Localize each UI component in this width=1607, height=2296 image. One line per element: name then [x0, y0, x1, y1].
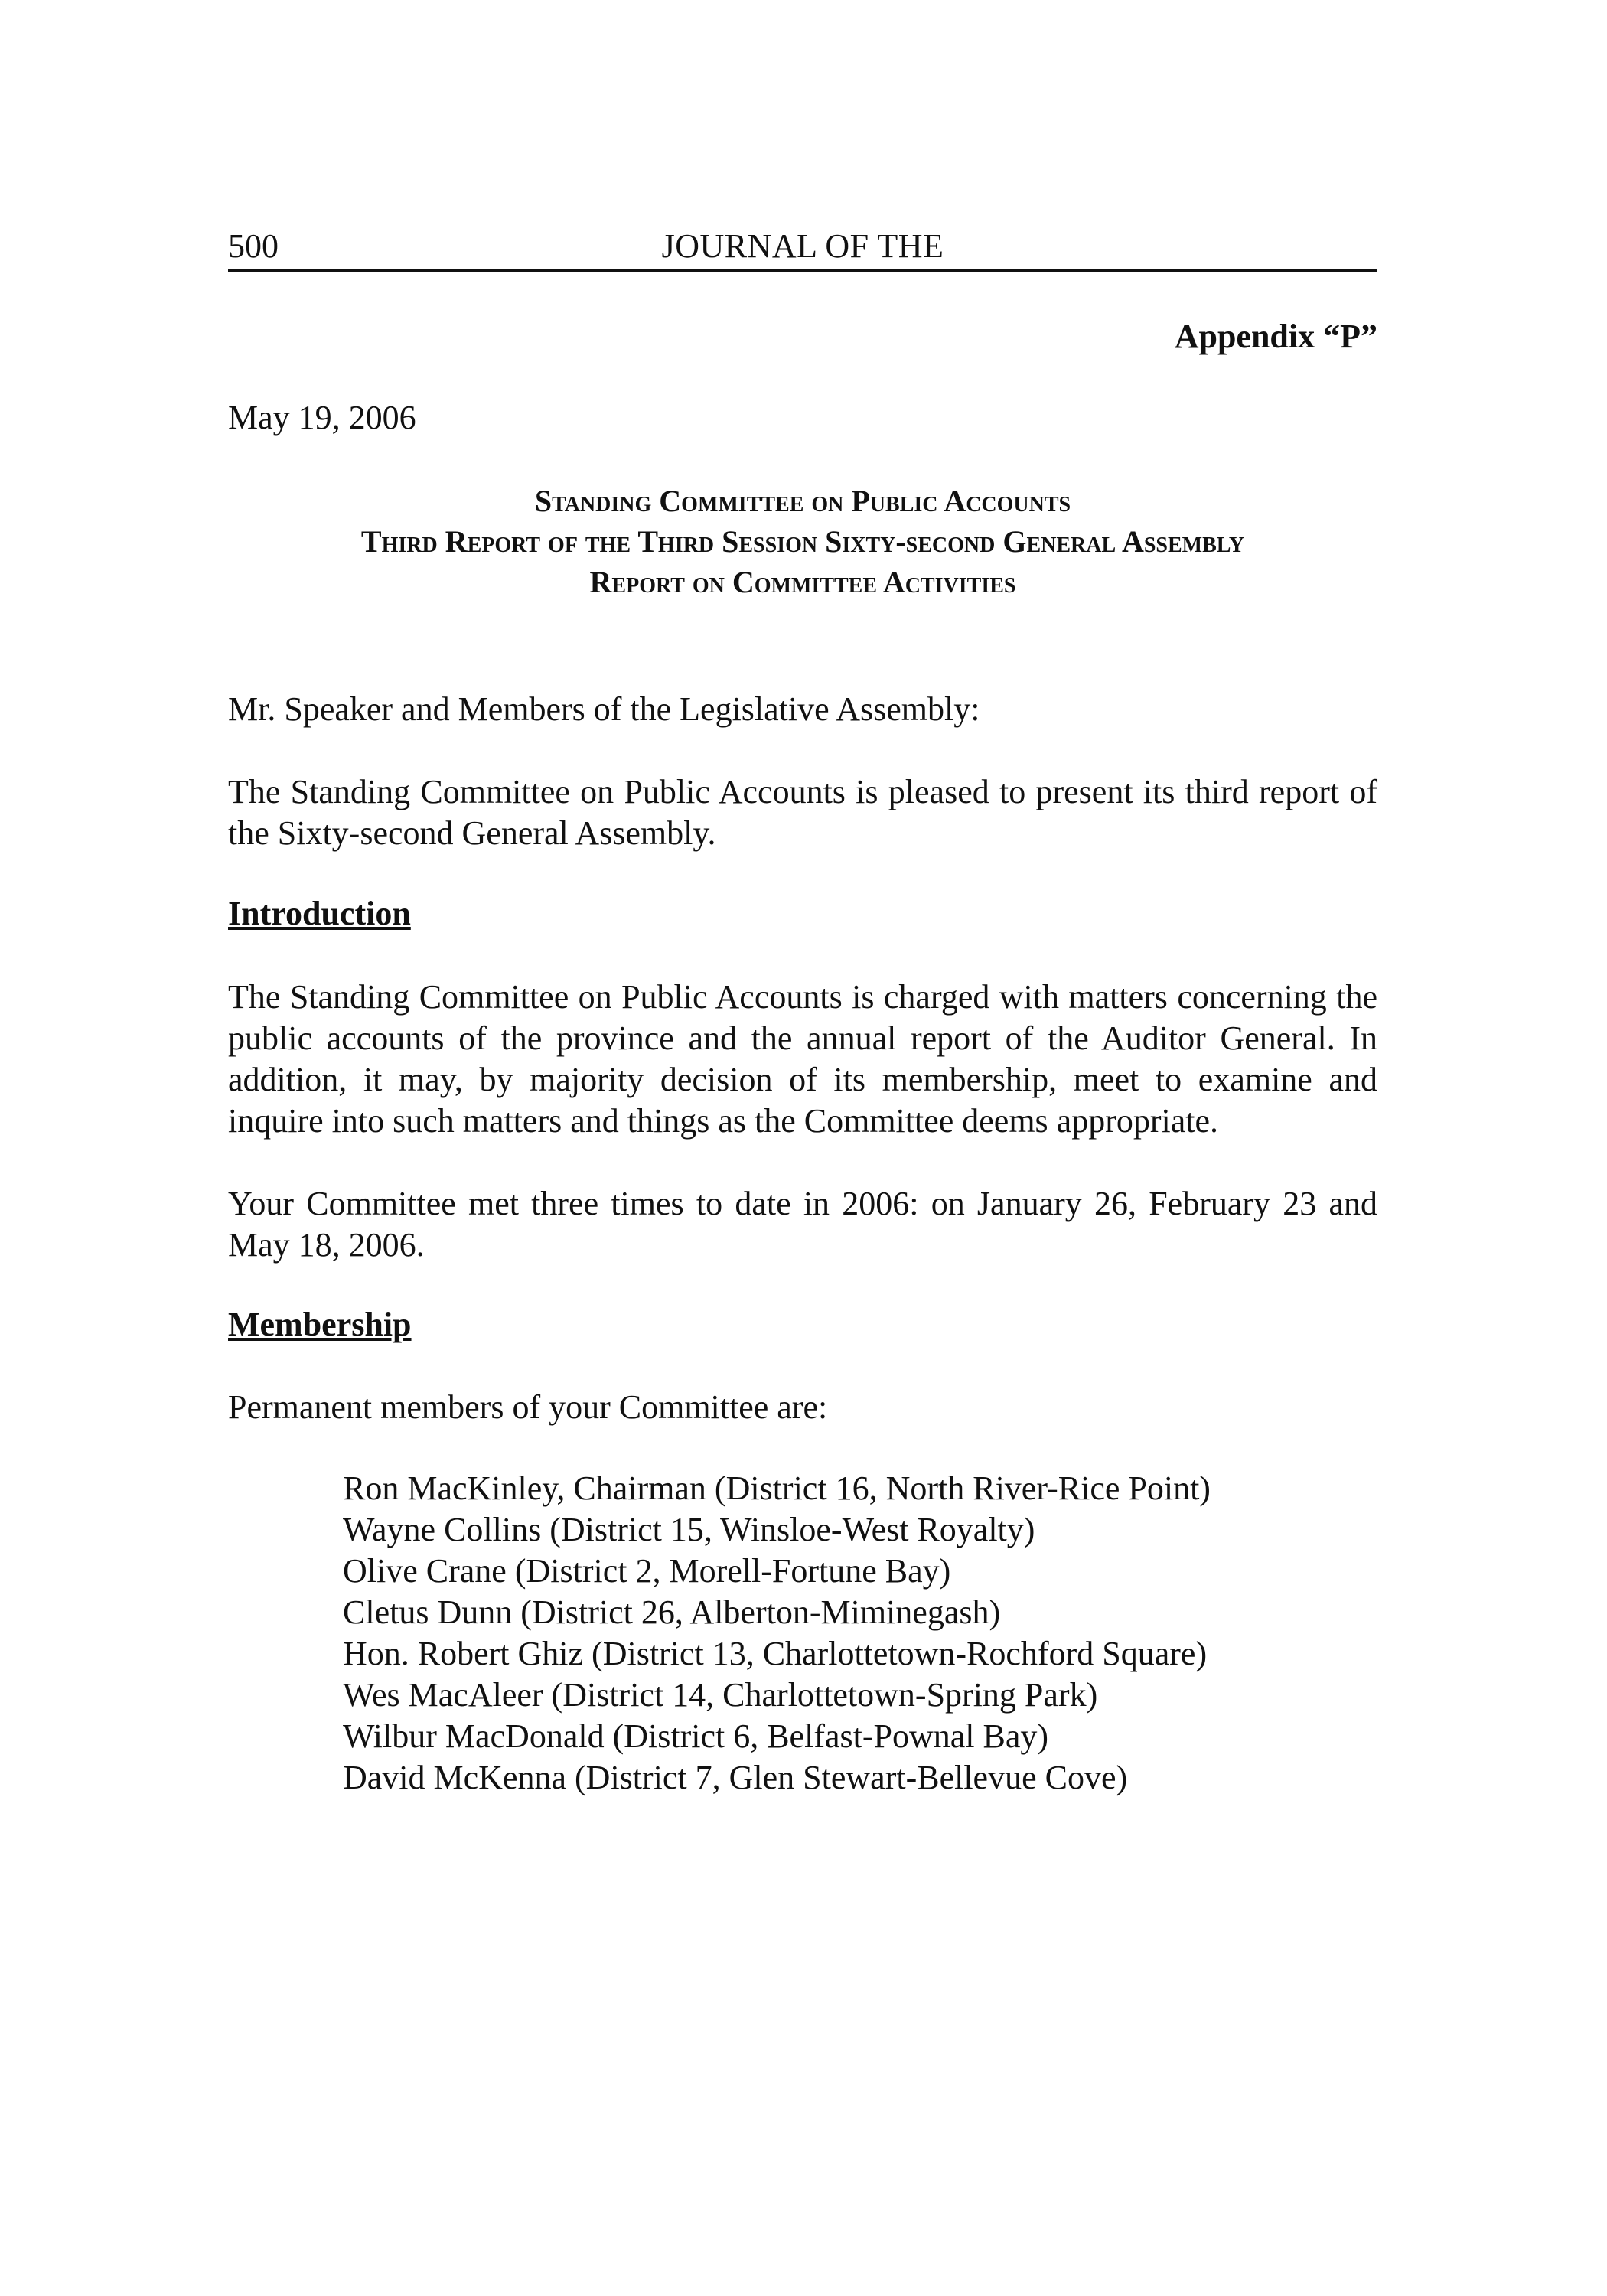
introduction-heading: Introduction	[228, 895, 411, 932]
list-item: Hon. Robert Ghiz (District 13, Charlottetown-Rochford Square)	[343, 1635, 1208, 1672]
title-line-activities: Report on Committee Activities	[589, 565, 1016, 599]
introduction-paragraph: The Standing Committee on Public Accounts is charged with matters concerning the public accounts of the province and the annual report of the Auditor General. In addition, it may, by majority decision of its membership, meet to examine and inquire into such matters and things as the Committee deems appropriate.	[228, 978, 1377, 1140]
list-item: Wes MacAleer (District 14, Charlottetown-Spring Park)	[343, 1676, 1098, 1714]
list-item: Olive Crane (District 2, Morell-Fortune Bay)	[343, 1552, 951, 1590]
report-date: May 19, 2006	[228, 399, 416, 436]
title-line-committee: Standing Committee on Public Accounts	[534, 484, 1071, 518]
journal-title: JOURNAL OF THE	[661, 227, 944, 265]
membership-lead: Permanent members of your Committee are:	[228, 1388, 828, 1426]
salutation: Mr. Speaker and Members of the Legislative Assembly:	[228, 690, 980, 728]
member-list	[343, 1468, 1338, 1799]
intro-paragraph: The Standing Committee on Public Accounts is pleased to present its third report of the Sixty-second General Assembly.	[228, 773, 1377, 852]
list-item: Wilbur MacDonald (District 6, Belfast-Pownal Bay)	[343, 1717, 1049, 1755]
report-title	[228, 481, 1377, 602]
running-header	[228, 223, 1377, 272]
list-item: Cletus Dunn (District 26, Alberton-Miminegash)	[343, 1593, 1001, 1631]
title-line-report: Third Report of the Third Session Sixty-second General Assembly	[360, 524, 1245, 559]
page-number: 500	[228, 227, 279, 265]
document-page	[228, 0, 1377, 2296]
membership-heading: Membership	[228, 1306, 412, 1343]
list-item: Ron MacKinley, Chairman (District 16, North River-Rice Point)	[343, 1469, 1211, 1507]
list-item: David McKenna (District 7, Glen Stewart-Bellevue Cove)	[343, 1759, 1128, 1796]
appendix-label: Appendix “P”	[1174, 318, 1377, 355]
meetings-paragraph: Your Committee met three times to date in 2006: on January 26, February 23 and May 18, 2006.	[228, 1185, 1377, 1264]
list-item: Wayne Collins (District 15, Winsloe-West Royalty)	[343, 1511, 1035, 1548]
